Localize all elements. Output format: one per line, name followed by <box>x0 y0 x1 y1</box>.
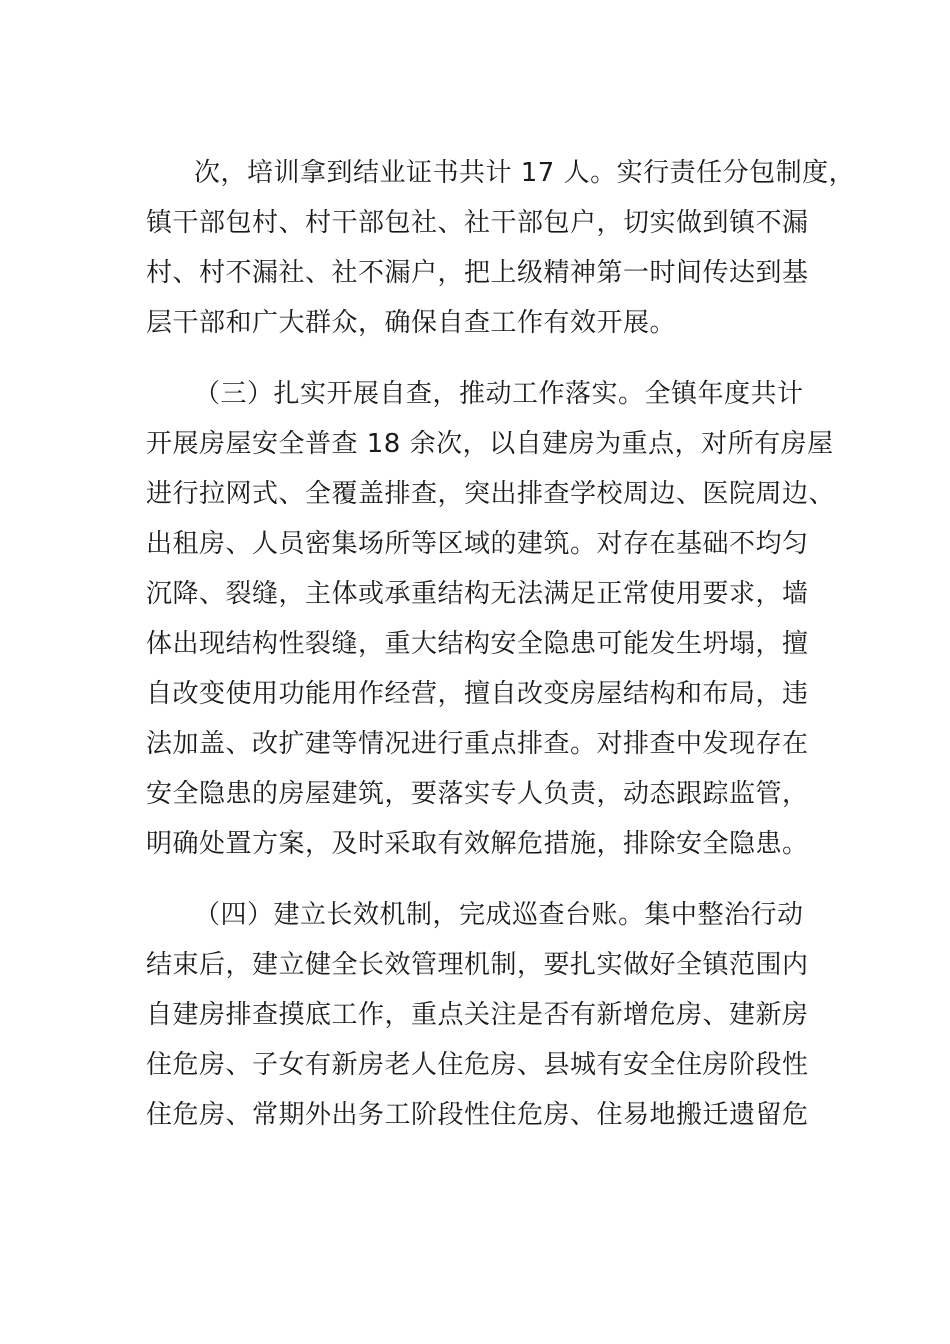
text-line: 出租房、人员密集场所等区域的建筑。对存在基础不均匀 <box>146 529 809 559</box>
text-line: 进行拉网式、全覆盖排查，突出排查学校周边、医院周边、 <box>146 479 836 509</box>
text-line: 镇干部包村、村干部包社、社干部包户，切实做到镇不漏 <box>146 208 809 238</box>
text-line: 村、村不漏社、社不漏户，把上级精神第一时间传达到基 <box>146 258 809 288</box>
text-line: 安全隐患的房屋建筑，要落实专人负责，动态跟踪监管， <box>146 779 809 809</box>
text-line: 自建房排查摸底工作，重点关注是否有新增危房、建新房 <box>146 1000 809 1030</box>
paragraph-1 <box>146 148 856 348</box>
text-line: （三）扎实开展自查，推动工作落实。全镇年度共计 <box>194 379 804 409</box>
text-line: 自改变使用功能用作经营，擅自改变房屋结构和布局，违 <box>146 679 809 709</box>
paragraph-3 <box>146 890 836 1140</box>
text-line: 明确处置方案，及时采取有效解危措施，排除安全隐患。 <box>146 829 809 859</box>
paragraph-2 <box>146 369 836 869</box>
text-line: 法加盖、改扩建等情况进行重点排查。对排查中发现存在 <box>146 729 809 759</box>
text-line: 结束后，建立健全长效管理机制，要扎实做好全镇范围内 <box>146 950 809 980</box>
text-line: 开展房屋安全普查 18 余次，以自建房为重点，对所有房屋 <box>146 429 834 459</box>
text-line: 沉降、裂缝，主体或承重结构无法满足正常使用要求，墙 <box>146 579 809 609</box>
text-line: 住危房、子女有新房老人住危房、县城有安全住房阶段性 <box>146 1050 809 1080</box>
text-line: （四）建立长效机制，完成巡查台账。集中整治行动 <box>194 900 804 930</box>
text-line: 次，培训拿到结业证书共计 17 人。实行责任分包制度， <box>194 158 856 188</box>
text-line: 体出现结构性裂缝，重大结构安全隐患可能发生坍塌，擅 <box>146 629 809 659</box>
text-line: 层干部和广大群众，确保自查工作有效开展。 <box>146 308 677 338</box>
text-line: 住危房、常期外出务工阶段性住危房、住易地搬迁遗留危 <box>146 1100 809 1130</box>
